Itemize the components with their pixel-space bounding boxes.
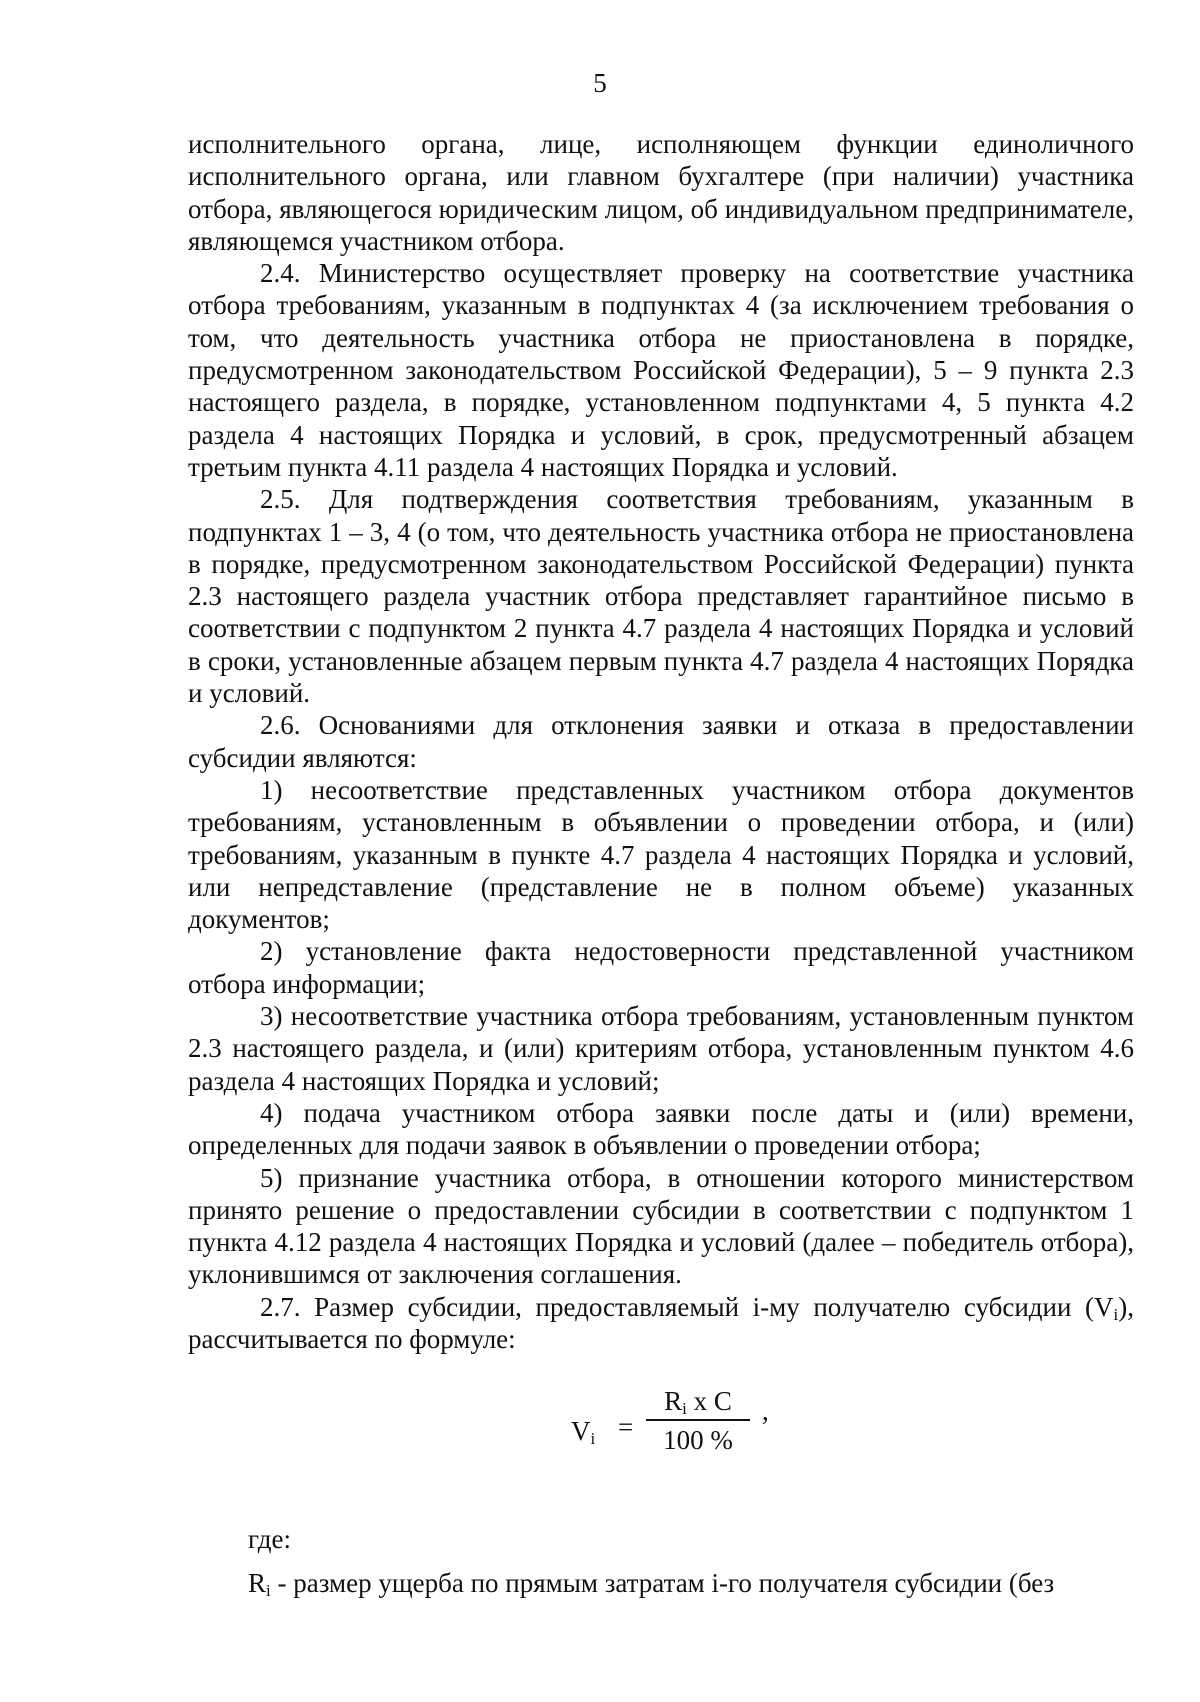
formula-denominator: 100 % bbox=[663, 1425, 733, 1456]
formula-numerator bbox=[646, 1385, 750, 1417]
paragraph-2-7-text-b: ), рассчитывается по формуле: bbox=[188, 1291, 1134, 1354]
formula-lhs-var: V bbox=[571, 1416, 591, 1447]
paragraph-2-6: 2.6. Основаниями для отклонения заявки и отказа в предоставлении субсидии являются: bbox=[188, 710, 1134, 773]
formula-numerator-var: R bbox=[664, 1386, 683, 1417]
subsidy-formula bbox=[188, 1371, 1134, 1489]
definition-ri-var: R bbox=[248, 1568, 267, 1599]
definition-ri bbox=[248, 1567, 1134, 1599]
paragraph-2-4: 2.4. Министерство осуществляет проверку на соответствие участника отбора требованиям, указанным в подпунктах 4 (за исключением требования о том, что деятельность участника отбора не приостановлена в порядке, предусмотренном законодательством Российской Федерации), 5 – 9 пункта 2.3 настоящего раздела, в порядке, установленном подпунктами 4, 5 пункта 4.2 раздела 4 настоящих Порядка и условий, в срок, предусмотренный абзацем третьим пункта 4.11 раздела 4 настоящих Порядка и условий. bbox=[188, 258, 1134, 482]
paragraph-2-7-text-a: 2.7. Размер субсидии, предоставляемый i-му получателю субсидии (V bbox=[260, 1291, 1114, 1322]
list-item-2: 2) установление факта недостоверности представленной участником отбора информации; bbox=[188, 936, 1134, 999]
where-label: где: bbox=[248, 1524, 291, 1555]
list-item-5: 5) признание участника отбора, в отношении которого министерством принято решение о предоставлении субсидии в соответствии с подпунктом 1 пункта 4.12 раздела 4 настоящих Порядка и условий (далее – победитель отбора), уклонившимся от заключения соглашения. bbox=[188, 1162, 1134, 1290]
formula-numerator-subscript: i bbox=[682, 1399, 687, 1419]
document-body bbox=[188, 128, 1134, 1600]
list-item-1: 1) несоответствие представленных участником отбора документов требованиям, установленным в объявлении о проведении отбора, и (или) требованиям, указанным в пункте 4.7 раздела 4 настоящих Порядка и условий, или непредставление (представление не в полном объеме) указанных документов; bbox=[188, 774, 1134, 935]
formula-comma: , bbox=[762, 1396, 769, 1427]
page-number: 5 bbox=[593, 68, 607, 98]
formula-fraction bbox=[646, 1385, 750, 1456]
list-item-4: 4) подача участником отбора заявки после даты и (или) времени, определенных для подачи заявок в объявлении о проведении отбора; bbox=[188, 1097, 1134, 1161]
paragraph-2-7-subscript: i bbox=[1113, 1304, 1119, 1324]
paragraph-2-7 bbox=[188, 1291, 1134, 1356]
formula-lhs bbox=[571, 1415, 595, 1447]
formula-lhs-subscript: i bbox=[590, 1429, 596, 1449]
formula-equals: = bbox=[618, 1412, 634, 1443]
definition-ri-text: - размер ущерба по прямым затратам i-го получателя субсидии (без bbox=[270, 1568, 1055, 1599]
paragraph-continuation: исполнительного органа, лице, исполняющем функции единоличного исполнительного органа, или главном бухгалтере (при наличии) участника отбора, являющегося юридическим лицом, об индивидуальном предпринимателе, являющемся участником отбора. bbox=[188, 129, 1134, 256]
list-item-3: 3) несоответствие участника отбора требованиям, установленным пунктом 2.3 настоящего раздела, и (или) критериям отбора, установленным пунктом 4.6 раздела 4 настоящих Порядка и условий; bbox=[188, 1001, 1134, 1096]
definition-ri-subscript: i bbox=[266, 1581, 271, 1601]
formula-numerator-rest: x C bbox=[686, 1386, 732, 1417]
formula-fraction-bar bbox=[646, 1419, 750, 1421]
paragraph-2-5: 2.5. Для подтверждения соответствия требованиям, указанным в подпунктах 1 – 3, 4 (о том, что деятельность участника отбора не приостановлена в порядке, предусмотренном законодательством Российской Федерации) пункта 2.3 настоящего раздела участник отбора представляет гарантийное письмо в соответствии с подпунктом 2 пункта 4.7 раздела 4 настоящих Порядка и условий в сроки, установленные абзацем первым пункта 4.7 раздела 4 настоящих Порядка и условий. bbox=[188, 484, 1134, 709]
